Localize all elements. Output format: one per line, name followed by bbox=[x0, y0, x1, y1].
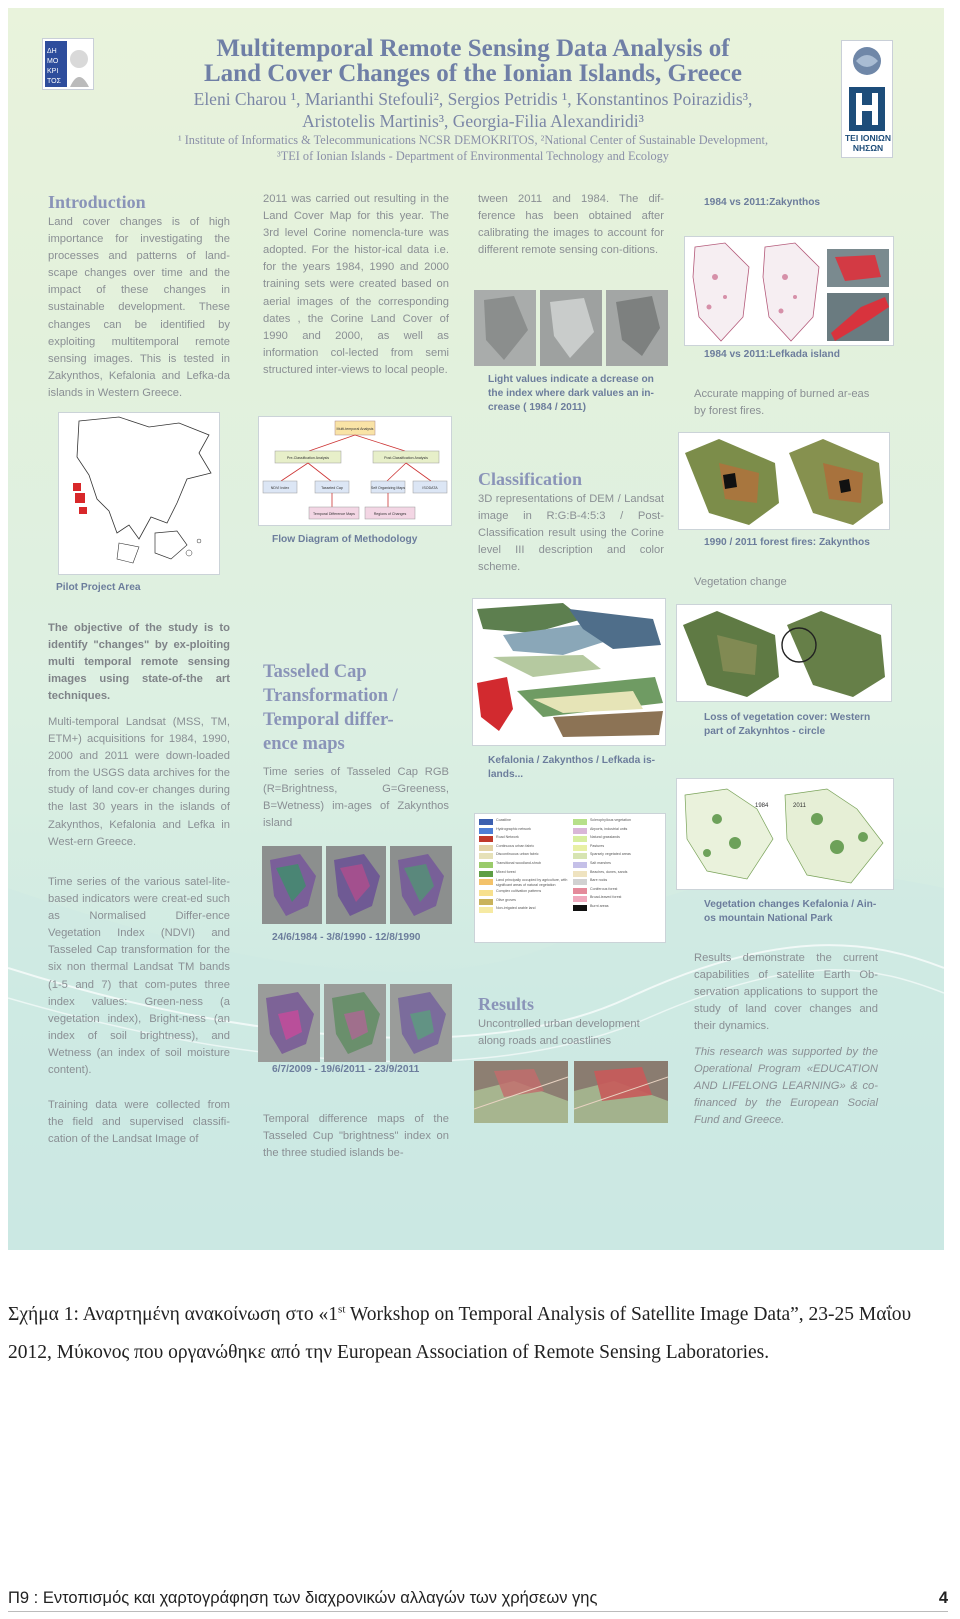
tasseled-dates-1: 24/6/1984 - 3/8/1990 - 12/8/1990 bbox=[272, 932, 421, 943]
legend-item bbox=[479, 844, 571, 851]
legend-left-column bbox=[479, 818, 571, 915]
footer-rule bbox=[8, 1611, 948, 1612]
legend-swatch bbox=[479, 890, 493, 896]
burned-areas-text: Accurate mapping of burned ar-eas by forest fires. bbox=[694, 388, 870, 417]
legend-swatch bbox=[573, 879, 587, 885]
caption-superscript: st bbox=[338, 1303, 346, 1316]
flow-diagram bbox=[258, 416, 452, 526]
legend-item bbox=[573, 861, 665, 868]
poster-title-line2: Land Cover Changes of the Ionian Islands, Greece bbox=[203, 60, 742, 87]
3d-classification-images bbox=[472, 598, 666, 746]
results-text: Uncontrolled urban development along roads and coastlines bbox=[478, 1018, 640, 1048]
zakynthos-comparison-maps bbox=[684, 236, 894, 346]
tasseled-heading-3: Temporal differ- bbox=[263, 710, 394, 730]
legend-swatch bbox=[573, 819, 587, 825]
legend-label: Mixed forest bbox=[496, 869, 516, 874]
legend-item bbox=[573, 887, 665, 894]
light-values-caption: Light values indicate a dcrease on the index where dark values an in-crease ( 1984 / 2011) bbox=[488, 374, 654, 413]
legend-swatch bbox=[479, 836, 493, 842]
figure-caption bbox=[8, 1296, 942, 1372]
introduction-text: Land cover changes is of high importance for investigating the processes and patterns of land-scape changes over time and the impact of these changes in sustainable development. These changes can be identified by exploiting multitemporal remote sensing images. This is tested in Zakynthos, Kefalonia and Lefka-da islands in Western Greece. bbox=[48, 216, 230, 399]
university-logo bbox=[42, 38, 94, 90]
legend-label: Broad-leaved forest bbox=[590, 895, 622, 900]
column2-text: 2011 was carried out resulting in the Land Cover Map for this year. The 3rd level Corine nomencla-ture was adopted. For the histor-ical data i.e. for the years 1984, 1990 and 2000 training sets were created based on aerial images of the corresponding dates , the Corine Land Cover of 1990 and 2000, as well as information col-lected from semi structured inter-views to local people. bbox=[263, 193, 449, 376]
flow-tdm-label: Temporal Difference Maps bbox=[313, 512, 355, 516]
caption-rest: Workshop on Temporal Analysis of Satellite Image Data”, 23-25 Μαΐου 2012, Μύκονος που οργανώθηκε από την European Association of Remote Sensing Laboratories. bbox=[8, 1304, 912, 1363]
legend-label: Olive groves bbox=[496, 897, 516, 902]
tasseled-dates-2: 6/7/2009 - 19/6/2011 - 23/9/2011 bbox=[272, 1064, 420, 1075]
flow-tc-label: Tasseled Cap bbox=[321, 486, 343, 490]
legend-swatch bbox=[479, 862, 493, 868]
legend-swatch bbox=[479, 819, 493, 825]
legend-item bbox=[479, 852, 571, 859]
pilot-area-caption: Pilot Project Area bbox=[56, 582, 141, 593]
poster-title-line1: Multitemporal Remote Sensing Data Analysis of bbox=[216, 35, 730, 62]
legend-item bbox=[573, 827, 665, 834]
legend-swatch bbox=[573, 828, 587, 834]
legend-item bbox=[573, 844, 665, 851]
tasseled-heading-2: Transformation / bbox=[263, 686, 398, 706]
legend-label: Burnt areas bbox=[590, 903, 609, 908]
legend-label: Complex cultivation patterns bbox=[496, 888, 542, 893]
legend-label: Salt marshes bbox=[590, 860, 611, 865]
funding-text: This research was supported by the Operational Program «EDUCATION AND LIFELONG LEARNING» & co-financed by the European Social Fund and Greece. bbox=[694, 1046, 878, 1127]
tasseled-heading-1: Tasseled Cap bbox=[263, 662, 367, 682]
introduction-heading: Introduction bbox=[48, 192, 146, 212]
authors-line2: Aristotelis Martinis³, Georgia-Filia Alexandiridi³ bbox=[302, 111, 644, 131]
loss-vegetation-caption: Loss of vegetation cover: Western part of Zakynhtos - circle bbox=[704, 712, 871, 737]
legend-swatch bbox=[479, 828, 493, 834]
legend-label: Hydrographic network bbox=[496, 826, 531, 831]
affiliations-line1: ¹ Institute of Informatics & Telecommunications NCSR DEMOKRITOS, ²National Center of Sustainable Development, bbox=[177, 133, 769, 147]
page-footer bbox=[8, 1589, 948, 1611]
legend-label: Pastures bbox=[590, 843, 605, 848]
legend-label: Non-irrigated arable land bbox=[496, 906, 536, 911]
legend-swatch bbox=[573, 896, 587, 902]
legend-right-column bbox=[573, 818, 665, 913]
page-number: 4 bbox=[938, 1589, 948, 1607]
legend-label: Sclerophyllous vegetation bbox=[590, 818, 631, 822]
training-text: Training data were collected from the field and supervised classifi-cation of the Landsat Image of bbox=[48, 1099, 230, 1146]
map-year-2: 2011 bbox=[793, 803, 806, 809]
legend-swatch bbox=[479, 871, 493, 877]
flow-roc-label: Regions of Changes bbox=[373, 512, 407, 516]
kefalonia-vegetation-caption: Vegetation changes Kefalonia / Ain-os mountain National Park bbox=[704, 899, 877, 924]
classification-text: 3D representations of DEM / Landsat image in R:G:B-4:5:3 / Post-Classification result using the Corine level III description and color scheme. bbox=[478, 493, 664, 574]
flow-top-label: Multi-temporal Analysis bbox=[336, 427, 374, 431]
tasseled-cap-images-1 bbox=[262, 846, 452, 924]
corine-legend bbox=[474, 813, 666, 943]
legend-label: Natural grasslands bbox=[590, 835, 620, 840]
landsat-text: Multi-temporal Landsat (MSS, TM, ETM+) acquisitions for 1984, 1990, 2000 and 2011 were down-loaded from the USGS data archives for the study of land cov-er changes during the last 30 years in the islands of Zakynthos, Kefalonia and Lefka in West-ern Greece. bbox=[48, 716, 230, 848]
legend-item bbox=[479, 878, 571, 887]
tei-ionian-logo bbox=[841, 40, 893, 158]
legend-item bbox=[573, 818, 665, 825]
indicators-text: Time series of the various satel-lite-based indicators were creat-ed such as Normalised Differ-ence Vegetation Index (NDVI) and Tasseled Cap transformation for the six non thermal Landsat TM bands (1-5 and 7) that com-putes three index values: Green-ness (a vegetation index), Bright-ness (an index of soil brightness), and Wetness (an index of soil moisture content). bbox=[48, 876, 230, 1077]
legend-label: Coniferous forest bbox=[590, 886, 618, 891]
kefalonia-caption: Kefalonia / Zakynthos / Lefkada is-lands... bbox=[488, 755, 656, 780]
objective-text: The objective of the study is to identify "changes" by ex-ploiting multi temporal remote sensing images using state-of-the art techniques. bbox=[48, 622, 230, 703]
legend-label: Beaches, dunes, sands bbox=[590, 869, 628, 874]
tei-logo-text: TEI IONIΩN NHΣΩN bbox=[844, 133, 891, 153]
legend-swatch bbox=[573, 888, 587, 894]
legend-label: Bare rocks bbox=[590, 878, 608, 883]
legend-label: Continuous urban fabric bbox=[496, 843, 535, 848]
tasseled-bottom-text: Temporal difference maps of the Tasseled Cup "brightness" index on the three studied islands be- bbox=[263, 1113, 449, 1160]
legend-item bbox=[573, 895, 665, 902]
forest-fires-caption: 1990 / 2011 forest fires: Zakynthos bbox=[704, 537, 870, 548]
results-heading: Results bbox=[478, 994, 535, 1014]
classification-heading: Classification bbox=[478, 469, 583, 489]
legend-label: Road Network bbox=[496, 835, 519, 840]
legend-item bbox=[479, 861, 571, 868]
vegetation-change-maps bbox=[676, 604, 892, 702]
legend-label: Sparsely vegetated areas bbox=[590, 852, 631, 857]
vegetation-change-text: Vegetation change bbox=[694, 576, 787, 588]
svg-text:ΚΡΙ: ΚΡΙ bbox=[47, 68, 59, 75]
flow-post-label: Post-Classification Analysis bbox=[384, 456, 428, 460]
forest-fires-maps bbox=[678, 432, 890, 530]
legend-item bbox=[479, 889, 571, 896]
legend-swatch bbox=[479, 907, 493, 913]
legend-item bbox=[573, 835, 665, 842]
legend-swatch bbox=[479, 879, 493, 885]
flow-ndvi-label: NDVI Index bbox=[270, 486, 290, 490]
legend-swatch bbox=[573, 871, 587, 877]
legend-swatch bbox=[479, 899, 493, 905]
legend-item bbox=[573, 878, 665, 885]
pilot-area-map bbox=[58, 412, 220, 575]
legend-item bbox=[479, 898, 571, 905]
zakynthos-1984-2011-caption: 1984 vs 2011:Zakynthos bbox=[704, 197, 821, 208]
legend-swatch bbox=[573, 845, 587, 851]
legend-item bbox=[573, 870, 665, 877]
flow-diagram-caption: Flow Diagram of Methodology bbox=[272, 534, 418, 545]
difference-maps bbox=[474, 290, 668, 366]
tasseled-cap-images-2 bbox=[258, 984, 452, 1062]
urban-development-images bbox=[474, 1061, 668, 1123]
legend-item bbox=[479, 827, 571, 834]
map-year-1: 1984 bbox=[755, 803, 769, 809]
svg-text:ΜΟ: ΜΟ bbox=[47, 58, 59, 65]
affiliations-line2: ³TEI of Ionian Islands - Department of Environmental Technology and Ecology bbox=[277, 149, 669, 163]
tasseled-heading-4: ence maps bbox=[263, 734, 345, 754]
legend-swatch bbox=[573, 905, 587, 911]
poster bbox=[8, 8, 944, 1250]
svg-text:ΔΗ: ΔΗ bbox=[47, 48, 57, 55]
flow-pre-label: Pre-Classification Analysis bbox=[286, 456, 330, 460]
flow-isodata-label: ISODATA bbox=[422, 486, 438, 490]
legend-swatch bbox=[573, 836, 587, 842]
legend-swatch bbox=[573, 853, 587, 859]
legend-item bbox=[573, 904, 665, 911]
conclusion-text: Results demonstrate the current capabilities of satellite Earth Ob-servation applications to support the study of land cover changes and their dynamics. bbox=[694, 952, 878, 1033]
kefalonia-vegetation-maps bbox=[676, 778, 894, 890]
legend-item bbox=[573, 852, 665, 859]
authors-line1: Eleni Charou ¹, Marianthi Stefouli², Sergios Petridis ¹, Konstantinos Poirazidis³, bbox=[193, 89, 753, 109]
legend-label: Discontinuous urban fabric bbox=[496, 852, 539, 857]
legend-item bbox=[479, 906, 571, 913]
legend-label: Transitional woodland-shrub bbox=[496, 860, 542, 865]
legend-swatch bbox=[479, 845, 493, 851]
legend-swatch bbox=[573, 862, 587, 868]
legend-item bbox=[479, 835, 571, 842]
legend-item bbox=[479, 818, 571, 825]
tasseled-text: Time series of Tasseled Cap RGB (R=Brightness, G=Greeness, B=Wetness) im-ages of Zakynthos island bbox=[263, 766, 449, 830]
svg-text:ΤΟΣ: ΤΟΣ bbox=[47, 78, 61, 85]
lefkada-1984-2011-caption: 1984 vs 2011:Lefkada island bbox=[704, 349, 840, 360]
legend-label: Coastline bbox=[496, 818, 511, 822]
legend-label: Airports, industrial units bbox=[590, 826, 628, 831]
flow-som-label: Self Organizing Maps bbox=[370, 486, 406, 490]
caption-prefix: Σχήμα 1: Αναρτημένη ανακοίνωση στο «1 bbox=[8, 1304, 339, 1325]
legend-item bbox=[479, 870, 571, 877]
legend-label: Land principally occupied by agriculture, with significant areas of natural vegetation bbox=[496, 878, 568, 887]
footer-text: Π9 : Εντοπισμός και χαρτογράφηση των διαχρονικών αλλαγών των χρήσεων γης bbox=[8, 1589, 598, 1607]
legend-swatch bbox=[479, 853, 493, 859]
column3-text: tween 2011 and 1984. The dif-ference has been obtained after calibrating the images to account for different remote sensing con-ditions. bbox=[478, 193, 664, 257]
